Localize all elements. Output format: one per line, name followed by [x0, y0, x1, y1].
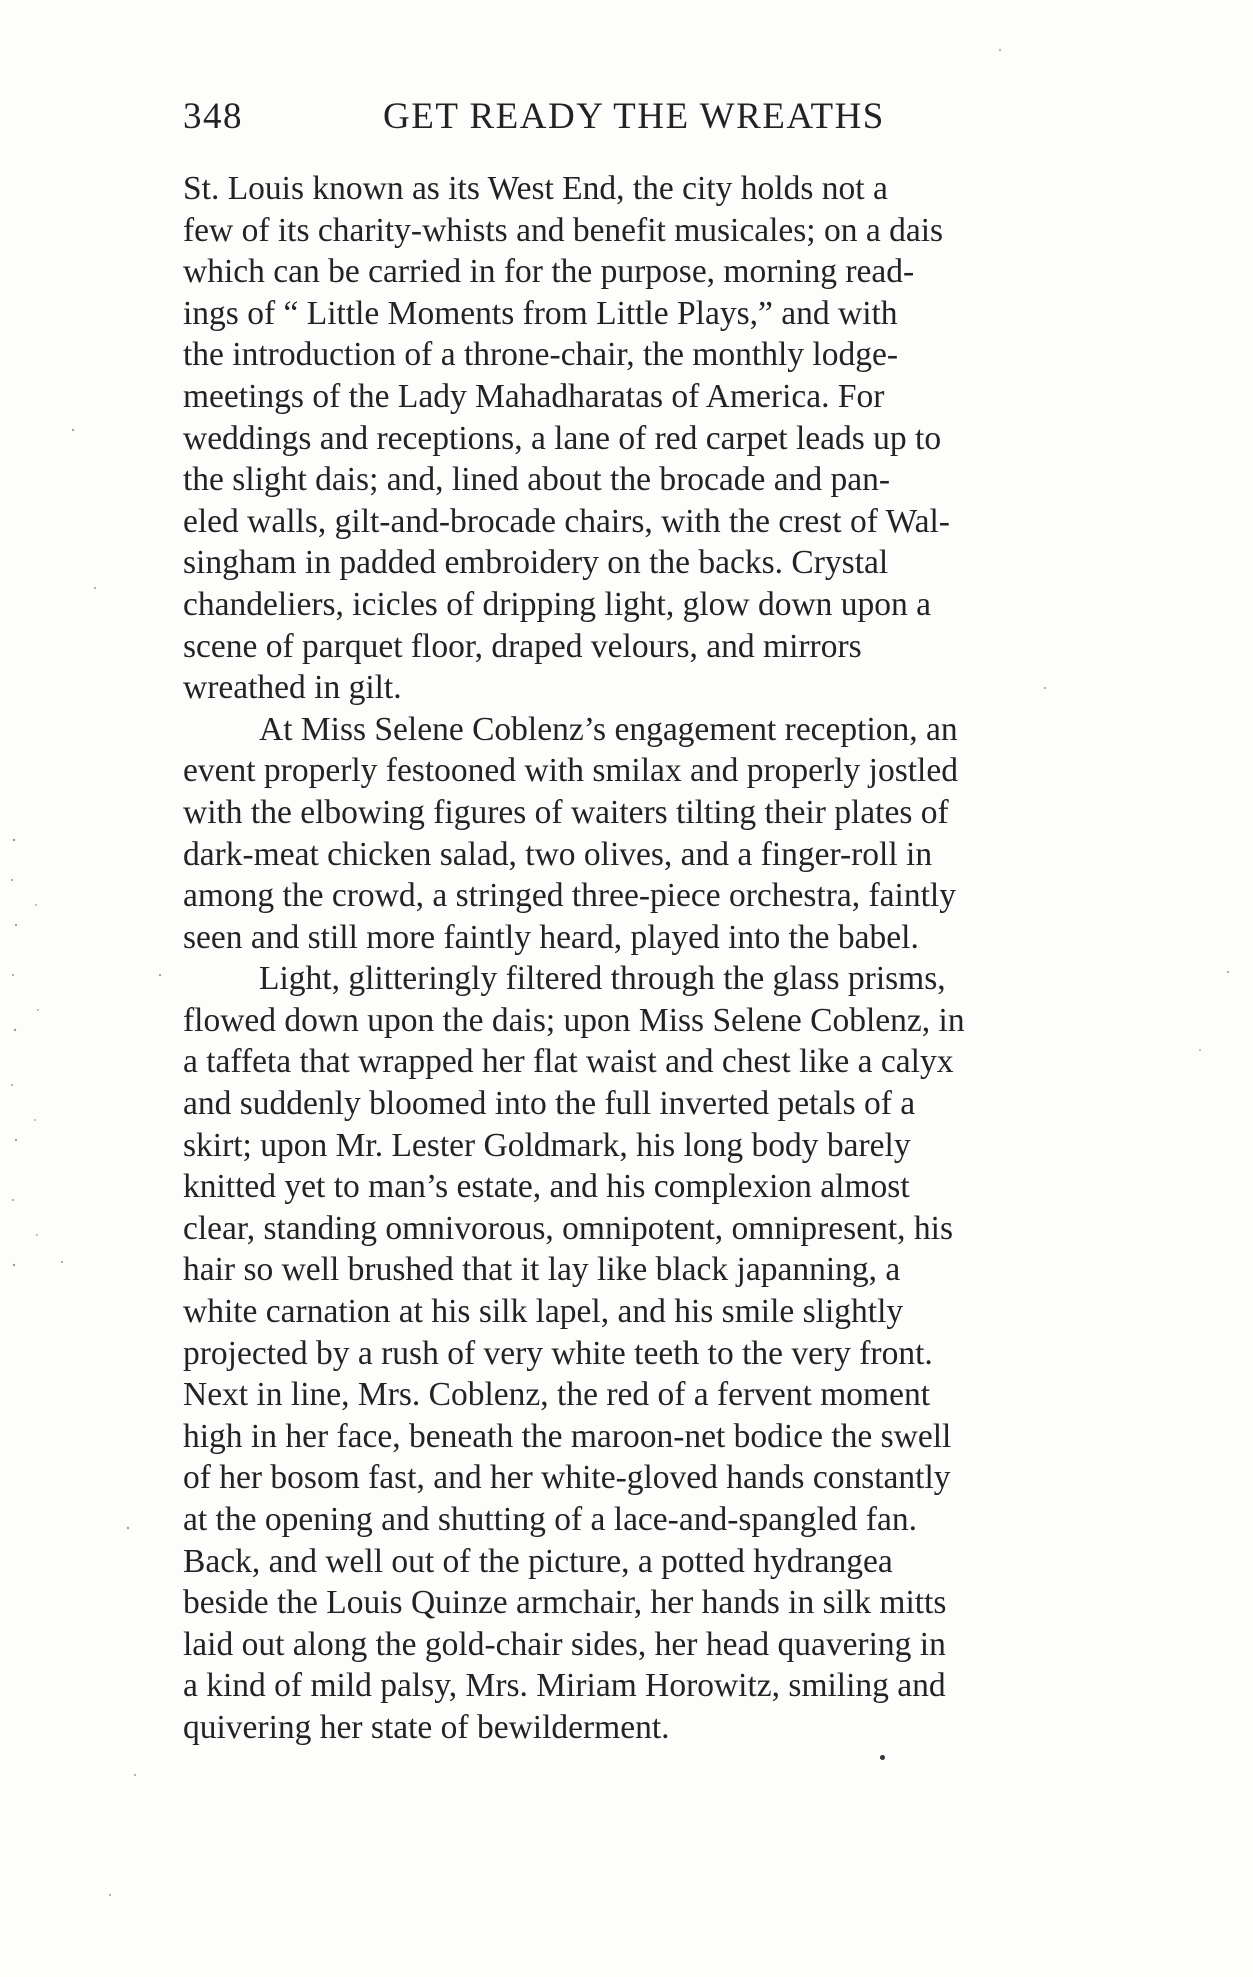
text-line: of her bosom fast, and her white-gloved hands constantly [183, 1459, 951, 1497]
text-line: eled walls, gilt-and-brocade chairs, with the crest of Wal- [183, 502, 950, 540]
text-line: the introduction of a throne-chair, the monthly lodge- [183, 336, 898, 374]
text-line: scene of parquet floor, draped velours, and mirrors [183, 627, 862, 665]
text-line: Back, and well out of the picture, a potted hydrangea [183, 1542, 893, 1580]
text-line: hair so well brushed that it lay like black japanning, a [183, 1251, 901, 1289]
text-line: weddings and receptions, a lane of red carpet leads up to [183, 419, 942, 457]
text-line: at the opening and shutting of a lace-and-spangled fan. [183, 1501, 917, 1538]
paragraph-start-line: Light, glitteringly filtered through the glass prisms, [259, 960, 946, 998]
text-line: seen and still more faintly heard, played into the babel. [183, 918, 919, 956]
text-line: quivering her state of bewilderment. [183, 1708, 670, 1746]
text-line: and suddenly bloomed into the full inverted petals of a [183, 1085, 916, 1123]
text-line: clear, standing omnivorous, omnipotent, omnipresent, his [183, 1209, 953, 1247]
text-line: beside the Louis Quinze armchair, her hands in silk mitts [183, 1584, 947, 1622]
text-line: a kind of mild palsy, Mrs. Miriam Horowitz, smiling and [183, 1667, 946, 1705]
text-line: which can be carried in for the purpose, morning read- [183, 253, 915, 291]
text-line: meetings of the Lady Mahadharatas of America. For [183, 377, 885, 415]
text-line: event properly festooned with smilax and properly jostled [183, 752, 958, 790]
text-line: a taffeta that wrapped her flat waist and chest like a calyx [183, 1043, 954, 1081]
running-head [183, 92, 1023, 142]
text-line: chandeliers, icicles of dripping light, glow down upon a [183, 585, 932, 623]
text-line: knitted yet to man’s estate, and his complexion almost [183, 1168, 910, 1206]
text-line: laid out along the gold-chair sides, her head quavering in [183, 1625, 946, 1663]
text-line: flowed down upon the dais; upon Miss Selene Coblenz, in [183, 1001, 965, 1039]
text-line: the slight dais; and, lined about the brocade and pan- [183, 461, 891, 499]
text-line: St. Louis known as its West End, the city holds not a [183, 170, 888, 207]
text-line: wreathed in gilt. [183, 669, 402, 707]
text-line: Next in line, Mrs. Coblenz, the red of a fervent moment [183, 1376, 931, 1414]
text-line: skirt; upon Mr. Lester Goldmark, his long body barely [183, 1126, 911, 1164]
ink-speck [880, 1755, 885, 1760]
page-number: 348 [183, 96, 243, 137]
body-text [183, 168, 1213, 1749]
text-line: projected by a rush of very white teeth to the very front. [183, 1334, 933, 1372]
text-line: with the elbowing figures of waiters tilting their plates of [183, 793, 949, 831]
running-head-title: GET READY THE WREATHS [383, 96, 885, 137]
text-line: dark-meat chicken salad, two olives, and a finger-roll in [183, 835, 933, 873]
paragraph-start-line: At Miss Selene Coblenz’s engagement reception, an [259, 710, 958, 748]
text-line: among the crowd, a stringed three-piece orchestra, faintly [183, 877, 956, 915]
text-line: high in her face, beneath the maroon-net bodice the swell [183, 1417, 952, 1455]
text-line: few of its charity-whists and benefit musicales; on a dais [183, 211, 944, 249]
text-line: singham in padded embroidery on the backs. Crystal [183, 544, 889, 582]
text-line: white carnation at his silk lapel, and his smile slightly [183, 1293, 904, 1331]
text-line: ings of “ Little Moments from Little Plays,” and with [183, 294, 898, 332]
